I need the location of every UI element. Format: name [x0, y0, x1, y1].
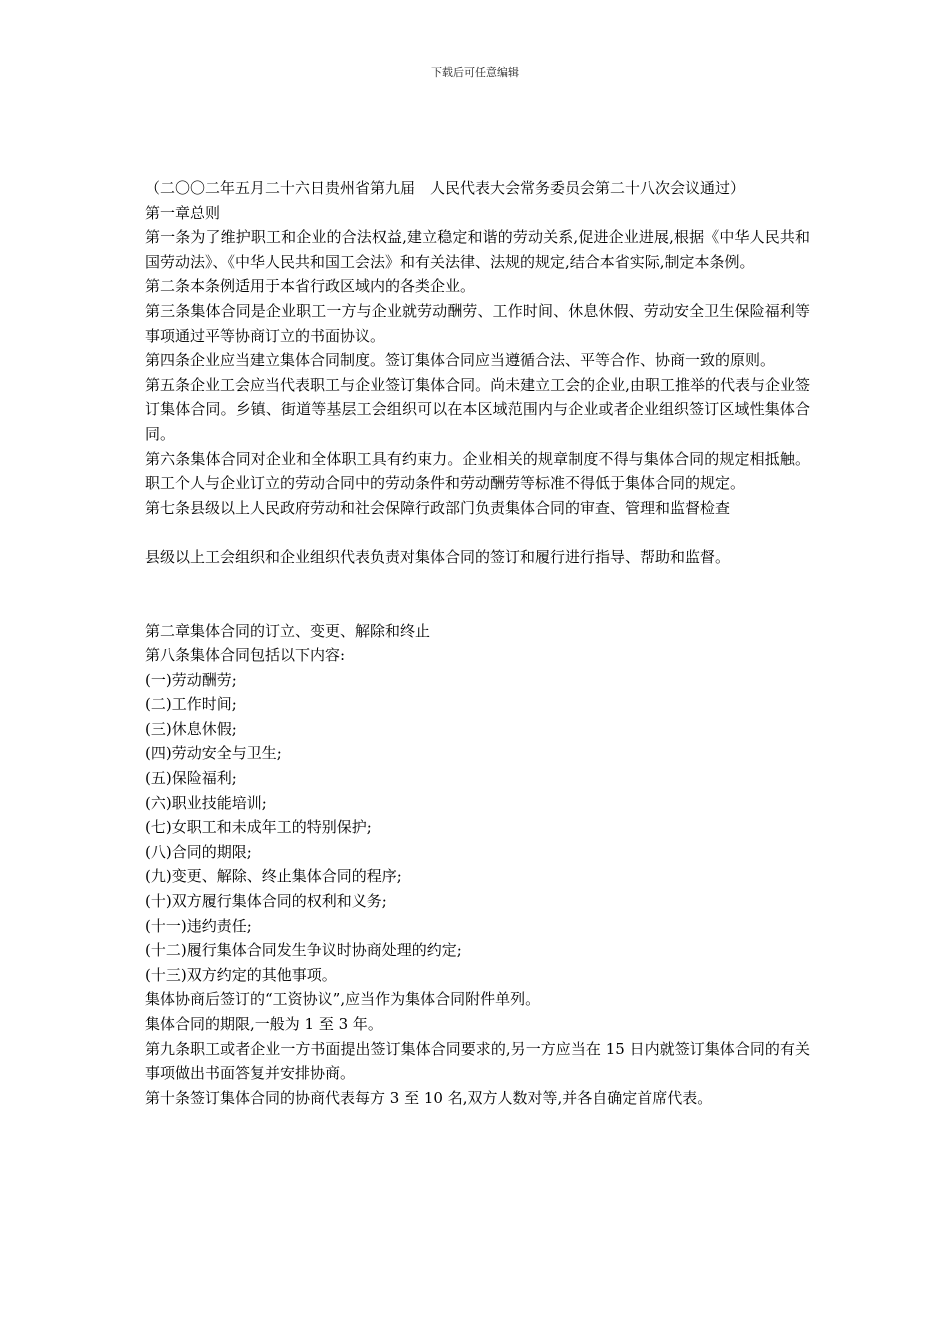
- article-3: 第三条集体合同是企业职工一方与企业就劳动酬劳、工作时间、休息休假、劳动安全卫生保险福利等事项通过平等协商订立的书面协议。: [145, 301, 810, 345]
- list-item: (十)双方履行集体合同的权利和义务;: [145, 892, 387, 911]
- chapter-2-title: 第二章集体合同的订立、变更、解除和终止: [145, 621, 431, 640]
- article-7: 第七条县级以上人民政府劳动和社会保障行政部门负责集体合同的审查、管理和监督检查: [145, 498, 731, 517]
- list-item: (十一)违约责任;: [145, 916, 252, 935]
- list-item: (二)工作时间;: [145, 695, 237, 714]
- list-item: (六)职业技能培训;: [145, 793, 267, 812]
- list-item: (十二)履行集体合同发生争议时协商处理的约定;: [145, 941, 462, 960]
- document-body: [145, 176, 810, 1110]
- article-1: 第一条为了维护职工和企业的合法权益,建立稳定和谐的劳动关系,促进企业进展,根据《中华人民共和国劳动法》、《中华人民共和国工会法》和有关法律、法规的规定,结合本省实际,制定本条例。: [145, 228, 810, 271]
- section-spacer: [145, 570, 810, 619]
- paragraph-spacer: [145, 520, 810, 545]
- article-7-paragraph-2: 县级以上工会组织和企业组织代表负责对集体合同的签订和履行进行指导、帮助和监督。: [145, 547, 731, 566]
- list-item: (一)劳动酬劳;: [145, 670, 237, 689]
- list-item: (九)变更、解除、终止集体合同的程序;: [145, 867, 402, 886]
- list-item: (四)劳动安全与卫生;: [145, 744, 282, 763]
- article-2: 第二条本条例适用于本省行政区域内的各类企业。: [145, 277, 476, 296]
- article-5: 第五条企业工会应当代表职工与企业签订集体合同。尚未建立工会的企业,由职工推举的代表与企业签订集体合同。乡镇、街道等基层工会组织可以在本区域范围内与企业或者企业组织签订区域性集体合同。: [145, 375, 810, 443]
- list-item: (八)合同的期限;: [145, 842, 252, 861]
- list-item: (七)女职工和未成年工的特别保护;: [145, 818, 372, 837]
- list-item: (五)保险福利;: [145, 769, 237, 788]
- wage-agreement-note: 集体协商后签订的“工资协议”,应当作为集体合同附件单列。: [145, 990, 541, 1009]
- enactment-note: （二〇〇二年五月二十六日贵州省第九届 人民代表大会常务委员会第二十八次会议通过）: [145, 179, 746, 197]
- contract-term-note: 集体合同的期限,一般为 1 至 3 年。: [145, 1015, 383, 1033]
- article-6: 第六条集体合同对企业和全体职工具有约束力。企业相关的规章制度不得与集体合同的规定相抵触。职工个人与企业订立的劳动合同中的劳动条件和劳动酬劳等标准不得低于集体合同的规定。: [145, 449, 810, 493]
- page-header: 下载后可任意编辑: [431, 66, 519, 79]
- article-4: 第四条企业应当建立集体合同制度。签订集体合同应当遵循合法、平等合作、协商一致的原则。: [145, 351, 776, 370]
- article-10: 第十条签订集体合同的协商代表每方 3 至 10 名,双方人数对等,并各自确定首席代表。: [145, 1088, 713, 1107]
- list-item: (三)休息休假;: [145, 719, 237, 738]
- article-8: 第八条集体合同包括以下内容:: [145, 646, 346, 665]
- chapter-1-title: 第一章总则: [145, 203, 221, 222]
- list-item: (十三)双方约定的其他事项。: [145, 965, 337, 984]
- article-9: 第九条职工或者企业一方书面提出签订集体合同要求的,另一方应当在 15 日内就签订集体合同的有关事项做出书面答复并安排协商。: [145, 1039, 810, 1083]
